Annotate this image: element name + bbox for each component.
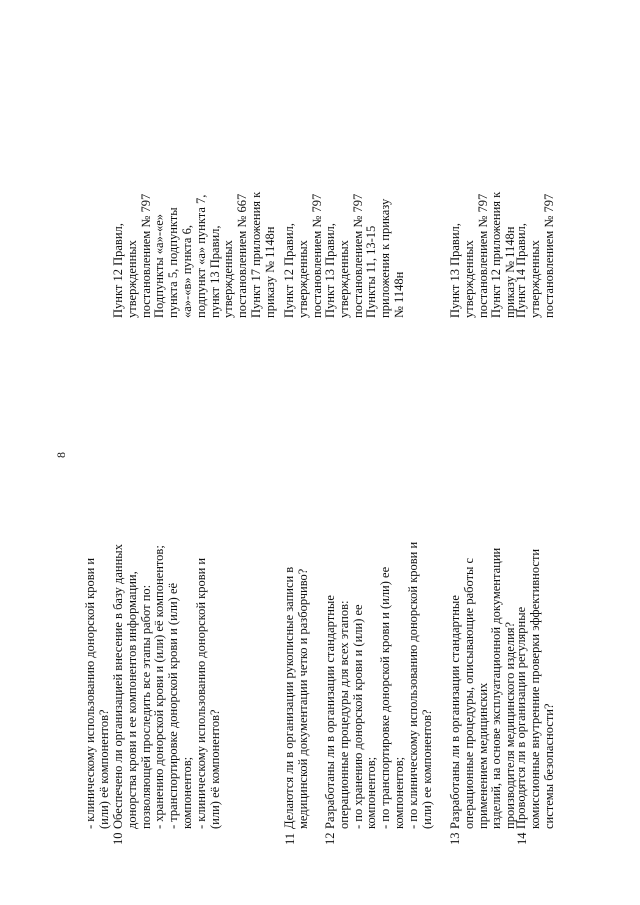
question-line: - транспортировке донорской крови и (или) её bbox=[166, 582, 181, 829]
reference-line: утвержденных bbox=[527, 240, 542, 318]
question-line: Обеспечено ли организацией внесение в базу данных bbox=[111, 544, 125, 829]
reference-line: Пункт 12 приложения к bbox=[489, 191, 504, 318]
reference-line: «а»-«в» пункта 6, bbox=[179, 225, 194, 318]
question-line: медицинской документации четко и разборчиво? bbox=[295, 568, 310, 829]
question-line: компонентов; bbox=[364, 756, 379, 829]
row-number: 12 bbox=[323, 832, 337, 845]
reference-line: Пункт 12 Правил, bbox=[111, 223, 125, 318]
reference-line: утвержденных bbox=[295, 240, 310, 318]
question-line: - по клиническому использованию донорской крови и bbox=[405, 541, 420, 829]
reference-line: пункта 5, подпункты bbox=[166, 207, 181, 318]
question-line: - клиническому использованию донорской крови и bbox=[193, 557, 208, 829]
question-line: операционные процедуры, описывающие работы с bbox=[461, 557, 476, 829]
reference-text bbox=[324, 98, 407, 318]
question-line: операционные процедуры для всех этапов: bbox=[336, 600, 351, 829]
question-line: (или) её компонентов? bbox=[96, 709, 111, 829]
reference-line: подпункт «а» пункта 7, bbox=[193, 194, 208, 318]
reference-line: Пункт 13 Правил, bbox=[323, 223, 337, 318]
question-line: компонентов; bbox=[179, 756, 194, 829]
reference-text bbox=[283, 98, 324, 318]
question-line: позволяющей проследить все этапы работ по: bbox=[138, 584, 153, 829]
question-line: донорства крови и ее компонентов информации, bbox=[124, 571, 139, 829]
reference-line: Пункт 14 Правил, bbox=[514, 223, 528, 318]
row-number: 10 bbox=[111, 832, 125, 845]
reference-line: утвержденных bbox=[336, 240, 351, 318]
reference-line: Пункт 12 Правил, bbox=[282, 223, 296, 318]
reference-line: приказу № 1148н bbox=[503, 226, 518, 318]
question-text bbox=[324, 359, 434, 829]
reference-line: утвержденных bbox=[221, 240, 236, 318]
reference-line: приказу № 1148н bbox=[262, 226, 277, 318]
question-line: производителя медицинского изделия? bbox=[503, 621, 518, 829]
question-line: применением медицинских bbox=[475, 682, 490, 829]
question-text bbox=[84, 359, 112, 829]
question-text bbox=[283, 359, 311, 829]
question-line: (или) её компонентов? bbox=[207, 709, 222, 829]
question-line: системы безопасности? bbox=[541, 703, 556, 829]
row-number: 13 bbox=[448, 832, 462, 845]
reference-line: приложения к приказу bbox=[378, 198, 393, 318]
question-line: - по хранению донорской крови и (или) ее bbox=[350, 604, 365, 829]
reference-line: Подпункты «а»-«е» bbox=[152, 213, 167, 318]
reference-text bbox=[449, 98, 518, 318]
reference-line: № 1148н bbox=[391, 271, 406, 318]
question-line: - по транспортировке донорской крови и (или) ее bbox=[378, 566, 393, 829]
row-number: 11 bbox=[283, 832, 297, 845]
question-line: Делаются ли в организации рукописные записи в bbox=[282, 566, 296, 829]
question-text bbox=[449, 359, 518, 829]
reference-line: постановлением № 667 bbox=[235, 193, 250, 318]
question-line: Проводятся ли в организации регулярные bbox=[514, 606, 528, 829]
reference-line: утвержденных bbox=[124, 240, 139, 318]
reference-line: постановлением № 797 bbox=[475, 193, 490, 318]
question-text bbox=[112, 359, 222, 829]
reference-line: утвержденных bbox=[461, 240, 476, 318]
reference-line: Пункт 17 приложения к bbox=[248, 191, 263, 318]
question-line: (или) ее компонентов? bbox=[419, 709, 434, 829]
question-line: компонентов; bbox=[391, 756, 406, 829]
reference-line: Пункты 11, 13-15 bbox=[364, 225, 379, 318]
reference-text bbox=[112, 98, 278, 318]
question-line: Разработаны ли в организации стандартные bbox=[323, 595, 337, 829]
reference-line: постановлением № 797 bbox=[138, 193, 153, 318]
reference-line: пункт 13 Правил, bbox=[207, 225, 222, 318]
question-text bbox=[515, 359, 556, 829]
question-line: изделий, на основе эксплуатационной документации bbox=[489, 547, 504, 829]
question-line: комиссионные внутренние проверки эффективности bbox=[527, 548, 542, 829]
question-line: - хранению донорской крови и (или) её компонентов; bbox=[152, 545, 167, 829]
question-line: Разработаны ли в организации стандартные bbox=[448, 595, 462, 829]
reference-line: Пункт 13 Правил, bbox=[448, 223, 462, 318]
reference-text bbox=[515, 98, 556, 318]
reference-line: постановлением № 797 bbox=[350, 193, 365, 318]
row-number: 14 bbox=[515, 832, 529, 845]
reference-line: постановлением № 797 bbox=[309, 193, 324, 318]
reference-line: постановлением № 797 bbox=[541, 193, 556, 318]
page-number: 8 bbox=[54, 452, 68, 458]
question-line: - клиническому использованию донорской крови и bbox=[83, 557, 97, 829]
